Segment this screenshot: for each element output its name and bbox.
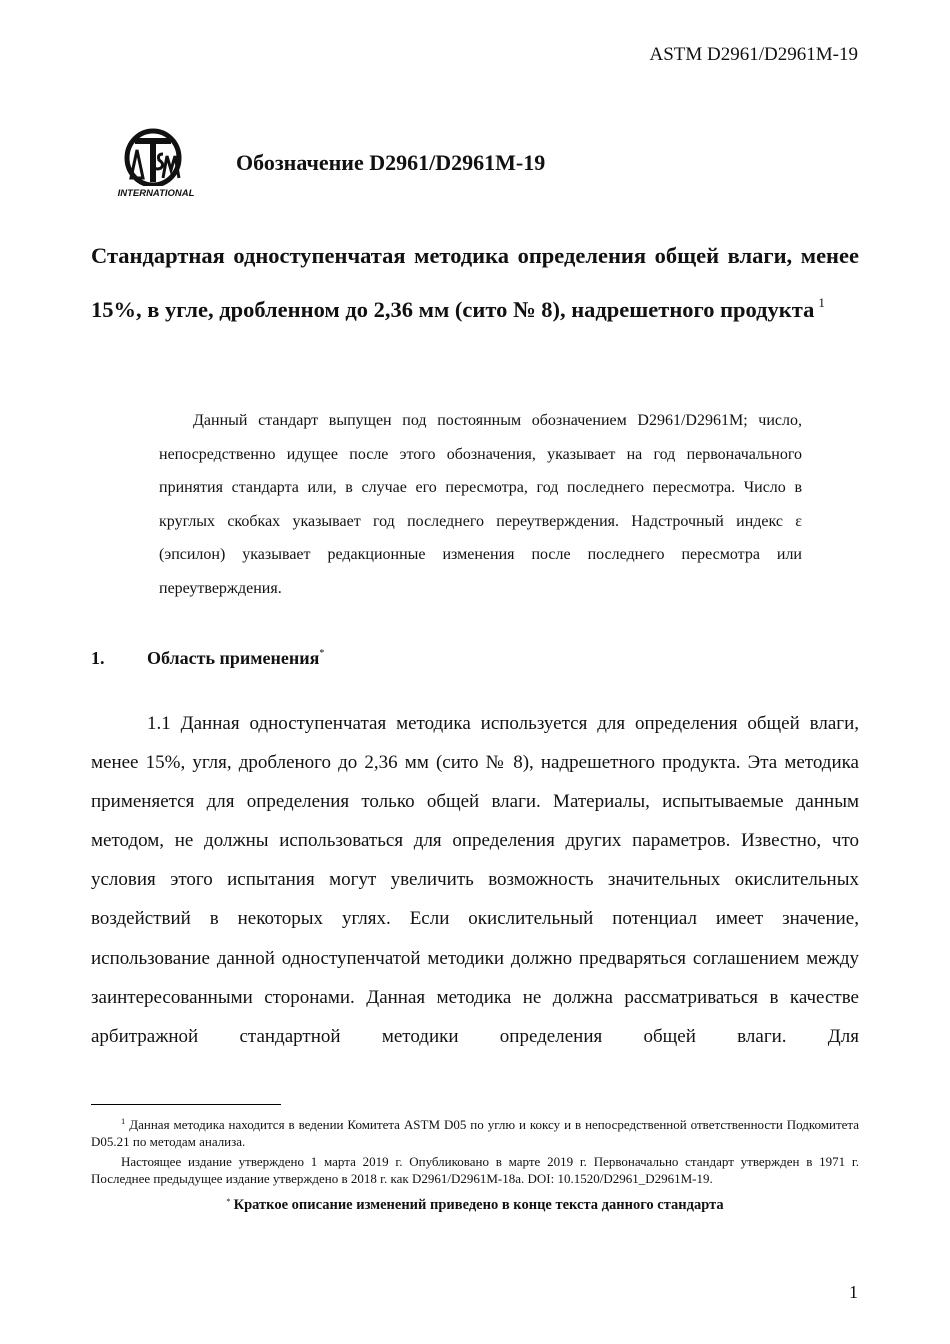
scope-paragraph xyxy=(91,704,859,1056)
logo-caption: INTERNATIONAL xyxy=(117,188,195,199)
standard-designation: Обозначение D2961/D2961M-19 xyxy=(236,150,546,175)
section-heading-scope xyxy=(91,648,324,669)
scope-paragraph-text: 1.1 Данная одноступенчатая методика используется для определения общей влаги, менее 15%, угля, дробленого до 2,36 мм (сито № 8), надрешетного продукта. Эта методика применяется для определения только общей влаги. Материалы, испытываемые данным методом, не должны использоваться для определения других параметров. Известно, что условия этого испытания могут увеличить возможность значительных окислительных воздействий в некоторых углях. Если окислительный потенциал имеет значение, использование данной одноступенчатой методики должно предваряться соглашением между заинтересованными сторонами. Данная методика не должна рассматриваться в качестве арбитражной стандартной методики определения общей влаги. Для xyxy=(91,713,859,1047)
footnotes xyxy=(91,1113,859,1228)
astm-logo-icon xyxy=(113,128,199,200)
title-text: Стандартная одноступенчатая методика определения общей влаги, менее 15%, в угле, дробленном до 2,36 мм (сито № 8), надрешетного продукта xyxy=(91,243,859,322)
section-number: 1. xyxy=(91,648,105,668)
page-number: 1 xyxy=(849,1282,858,1302)
document-reference: ASTM D2961/D2961M-19 xyxy=(649,44,858,65)
footnote-1 xyxy=(91,1113,859,1150)
preamble-text: Данный стандарт выпущен под постоянным обозначением D2961/D2961M; число, непосредственно идущее после этого обозначения, указывает на год первоначального принятия стандарта или, в случае его пересмотра, год последнего пересмотра. Число в круглых скобках указывает год последнего переутверждения. Надстрочный индекс ε (эпсилон) указывает редакционные изменения после последнего пересмотра или переутверждения. xyxy=(159,412,802,597)
title-footnote-mark: 1 xyxy=(818,295,825,310)
footnote-approval-text: Настоящее издание утверждено 1 марта 2019 г. Опубликовано в марте 2019 г. Первоначально стандарт утвержден в 1971 г. Последнее предыдущее издание утверждено в 2018 г. как D2961/D2961M-18a. DOI: 10.1520/D2961_D2961M-19. xyxy=(91,1154,859,1186)
footnote-changes-summary xyxy=(91,1193,859,1214)
footnote-divider xyxy=(91,1104,281,1105)
preamble-paragraph xyxy=(159,404,802,605)
section-change-mark: * xyxy=(319,648,325,659)
document-title xyxy=(91,232,859,333)
footnote-approval xyxy=(91,1154,859,1187)
footnote-star-text: Краткое описание изменений приведено в конце текста данного стандарта xyxy=(233,1197,724,1213)
footnote-1-text: Данная методика находится в ведении Комитета ASTM D05 по углю и коксу и в непосредственной ответственности Подкомитета D05.21 по методам анализа. xyxy=(91,1117,859,1149)
section-title: Область применения xyxy=(147,648,320,668)
footnote-star-mark: * xyxy=(226,1196,231,1206)
astm-logo xyxy=(113,128,199,200)
footnote-1-mark: 1 xyxy=(121,1116,126,1126)
